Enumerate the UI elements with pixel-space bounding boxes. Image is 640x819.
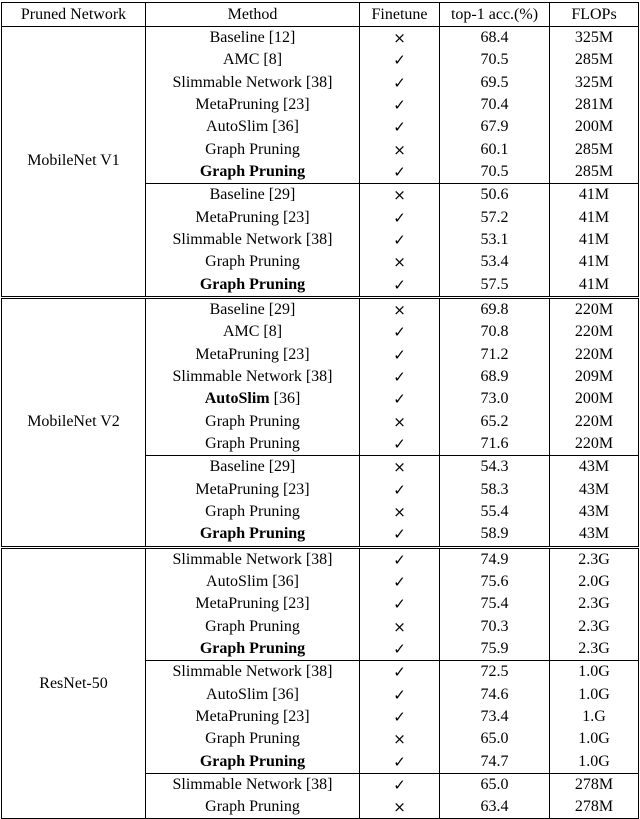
method-cell — [146, 72, 360, 94]
flops-cell: 41M — [550, 251, 639, 273]
method-name: AMC [8] — [222, 51, 283, 69]
method-name: Graph Pruning — [199, 525, 306, 543]
accuracy-cell: 69.5 — [440, 72, 550, 94]
cross-icon: × — [360, 27, 440, 50]
table-row — [2, 297, 639, 321]
method-cell — [146, 139, 360, 161]
method-cell — [146, 321, 360, 343]
flops-cell: 285M — [550, 49, 639, 71]
flops-cell: 278M — [550, 796, 639, 819]
check-icon: ✓ — [360, 207, 440, 229]
check-icon: ✓ — [360, 274, 440, 298]
method-name: Graph Pruning — [199, 275, 306, 293]
accuracy-cell: 68.9 — [440, 366, 550, 388]
method-cell — [146, 751, 360, 774]
flops-cell: 1.0G — [550, 751, 639, 774]
method-cell — [146, 728, 360, 750]
method-name: Baseline [29] — [209, 458, 296, 476]
flops-cell: 325M — [550, 72, 639, 94]
flops-cell: 285M — [550, 139, 639, 161]
method-cell — [146, 184, 360, 207]
flops-cell: 220M — [550, 433, 639, 456]
method-cell — [146, 27, 360, 50]
flops-cell: 43M — [550, 523, 639, 547]
flops-cell: 2.0G — [550, 571, 639, 593]
check-icon: ✓ — [360, 161, 440, 184]
accuracy-cell: 71.2 — [440, 344, 550, 366]
accuracy-cell: 57.2 — [440, 207, 550, 229]
flops-cell: 220M — [550, 297, 639, 321]
flops-cell: 285M — [550, 161, 639, 184]
method-cell — [146, 638, 360, 661]
accuracy-cell: 65.2 — [440, 411, 550, 433]
method-cell — [146, 593, 360, 615]
method-cell — [146, 207, 360, 229]
header-finetune: Finetune — [360, 3, 440, 27]
check-icon: ✓ — [360, 388, 440, 410]
cross-icon: × — [360, 297, 440, 321]
header-flops: FLOPs — [550, 3, 639, 27]
method-name: MetaPruning [23] — [195, 595, 310, 613]
method-name: Graph Pruning — [199, 752, 306, 770]
accuracy-cell: 70.4 — [440, 94, 550, 116]
check-icon: ✓ — [360, 751, 440, 774]
accuracy-cell: 67.9 — [440, 116, 550, 138]
accuracy-cell: 63.4 — [440, 796, 550, 819]
flops-cell: 200M — [550, 388, 639, 410]
method-name: Graph Pruning — [205, 617, 300, 635]
header-method: Method — [146, 3, 360, 27]
method-cell — [146, 773, 360, 796]
method-name: Slimmable Network [38] — [172, 663, 333, 681]
method-cell — [146, 501, 360, 523]
flops-cell: 2.3G — [550, 547, 639, 571]
accuracy-cell: 53.4 — [440, 251, 550, 273]
flops-cell: 43M — [550, 456, 639, 479]
cross-icon: × — [360, 796, 440, 819]
check-icon: ✓ — [360, 479, 440, 501]
accuracy-cell: 65.0 — [440, 728, 550, 750]
accuracy-cell: 57.5 — [440, 274, 550, 298]
accuracy-cell: 74.6 — [440, 684, 550, 706]
method-cell — [146, 274, 360, 298]
accuracy-cell: 58.3 — [440, 479, 550, 501]
method-name: Graph Pruning — [205, 435, 300, 453]
method-name: MetaPruning [23] — [195, 480, 310, 498]
cross-icon: × — [360, 251, 440, 273]
method-name: Slimmable Network [38] — [172, 73, 333, 91]
flops-cell: 1.G — [550, 706, 639, 728]
accuracy-cell: 65.0 — [440, 773, 550, 796]
accuracy-cell: 74.9 — [440, 547, 550, 571]
method-name: Slimmable Network [38] — [172, 550, 333, 568]
flops-cell: 41M — [550, 229, 639, 251]
method-name: Graph Pruning — [205, 503, 300, 521]
flops-cell: 41M — [550, 207, 639, 229]
accuracy-cell: 75.9 — [440, 638, 550, 661]
flops-cell: 41M — [550, 274, 639, 298]
accuracy-cell: 54.3 — [440, 456, 550, 479]
cross-icon: × — [360, 139, 440, 161]
cross-icon: × — [360, 456, 440, 479]
method-cell — [146, 49, 360, 71]
flops-cell: 1.0G — [550, 684, 639, 706]
method-name: Graph Pruning — [205, 253, 300, 271]
method-name: AMC [8] — [222, 323, 283, 341]
accuracy-cell: 75.4 — [440, 593, 550, 615]
method-cell — [146, 684, 360, 706]
accuracy-cell: 58.9 — [440, 523, 550, 547]
flops-cell: 41M — [550, 184, 639, 207]
accuracy-cell: 53.1 — [440, 229, 550, 251]
results-table — [1, 2, 639, 819]
accuracy-cell: 70.5 — [440, 161, 550, 184]
method-cell — [146, 116, 360, 138]
method-cell — [146, 706, 360, 728]
pruned-network-cell: MobileNet V1 — [2, 27, 146, 298]
flops-cell: 2.3G — [550, 616, 639, 638]
cross-icon: × — [360, 184, 440, 207]
method-cell — [146, 547, 360, 571]
method-name: AutoSlim — [204, 390, 270, 408]
table-row — [2, 27, 639, 50]
check-icon: ✓ — [360, 366, 440, 388]
method-cell — [146, 366, 360, 388]
header-row — [2, 3, 639, 27]
pruned-network-cell: ResNet-50 — [2, 547, 146, 819]
method-cell — [146, 479, 360, 501]
table-row — [2, 547, 639, 571]
flops-cell: 281M — [550, 94, 639, 116]
check-icon: ✓ — [360, 571, 440, 593]
method-name: AutoSlim [36] — [206, 573, 299, 591]
flops-cell: 43M — [550, 501, 639, 523]
accuracy-cell: 70.3 — [440, 616, 550, 638]
check-icon: ✓ — [360, 706, 440, 728]
method-cell — [146, 456, 360, 479]
method-name: MetaPruning [23] — [195, 96, 310, 114]
method-name: Baseline [29] — [209, 186, 296, 204]
accuracy-cell: 74.7 — [440, 751, 550, 774]
method-cell — [146, 297, 360, 321]
accuracy-cell: 50.6 — [440, 184, 550, 207]
flops-cell: 1.0G — [550, 728, 639, 750]
method-name: Baseline [29] — [209, 301, 296, 319]
flops-cell: 278M — [550, 773, 639, 796]
check-icon: ✓ — [360, 344, 440, 366]
flops-cell: 325M — [550, 27, 639, 50]
check-icon: ✓ — [360, 49, 440, 71]
method-name: Slimmable Network [38] — [172, 231, 333, 249]
flops-cell: 220M — [550, 344, 639, 366]
accuracy-cell: 71.6 — [440, 433, 550, 456]
accuracy-cell: 55.4 — [440, 501, 550, 523]
method-cell — [146, 344, 360, 366]
method-cell — [146, 523, 360, 547]
accuracy-cell: 70.8 — [440, 321, 550, 343]
accuracy-cell: 72.5 — [440, 661, 550, 684]
flops-cell: 1.0G — [550, 661, 639, 684]
method-name: Slimmable Network [38] — [172, 368, 333, 386]
method-name: Graph Pruning — [199, 163, 306, 181]
flops-cell: 2.3G — [550, 593, 639, 615]
method-name: Slimmable Network [38] — [172, 775, 333, 793]
method-name: Graph Pruning — [205, 798, 300, 816]
flops-cell: 220M — [550, 321, 639, 343]
method-cell — [146, 388, 360, 410]
check-icon: ✓ — [360, 116, 440, 138]
check-icon: ✓ — [360, 684, 440, 706]
method-cell — [146, 251, 360, 273]
flops-cell: 200M — [550, 116, 639, 138]
check-icon: ✓ — [360, 433, 440, 456]
accuracy-cell: 75.6 — [440, 571, 550, 593]
check-icon: ✓ — [360, 773, 440, 796]
table-body — [2, 27, 639, 819]
method-citation: [36] — [269, 390, 301, 408]
method-cell — [146, 616, 360, 638]
method-name: Graph Pruning — [205, 730, 300, 748]
method-cell — [146, 571, 360, 593]
method-name: Graph Pruning — [205, 412, 300, 430]
method-name: AutoSlim [36] — [206, 118, 299, 136]
flops-cell: 209M — [550, 366, 639, 388]
header-pruned-network: Pruned Network — [2, 3, 146, 27]
flops-cell: 220M — [550, 411, 639, 433]
method-cell — [146, 411, 360, 433]
accuracy-cell: 60.1 — [440, 139, 550, 161]
method-cell — [146, 94, 360, 116]
accuracy-cell: 68.4 — [440, 27, 550, 50]
check-icon: ✓ — [360, 229, 440, 251]
method-name: Graph Pruning — [205, 140, 300, 158]
method-cell — [146, 661, 360, 684]
method-name: MetaPruning [23] — [195, 345, 310, 363]
flops-cell: 2.3G — [550, 638, 639, 661]
pruned-network-cell: MobileNet V2 — [2, 297, 146, 547]
check-icon: ✓ — [360, 547, 440, 571]
check-icon: ✓ — [360, 593, 440, 615]
method-name: MetaPruning [23] — [195, 208, 310, 226]
check-icon: ✓ — [360, 72, 440, 94]
header-top1-acc: top-1 acc.(%) — [440, 3, 550, 27]
check-icon: ✓ — [360, 94, 440, 116]
check-icon: ✓ — [360, 321, 440, 343]
accuracy-cell: 73.4 — [440, 706, 550, 728]
check-icon: ✓ — [360, 523, 440, 547]
method-cell — [146, 433, 360, 456]
accuracy-cell: 69.8 — [440, 297, 550, 321]
accuracy-cell: 73.0 — [440, 388, 550, 410]
accuracy-cell: 70.5 — [440, 49, 550, 71]
method-name: MetaPruning [23] — [195, 708, 310, 725]
check-icon: ✓ — [360, 661, 440, 684]
method-name: Baseline [12] — [209, 29, 296, 47]
flops-cell: 43M — [550, 479, 639, 501]
cross-icon: × — [360, 411, 440, 433]
method-cell — [146, 229, 360, 251]
method-name: AutoSlim [36] — [206, 685, 299, 703]
cross-icon: × — [360, 728, 440, 750]
cross-icon: × — [360, 616, 440, 638]
cross-icon: × — [360, 501, 440, 523]
check-icon: ✓ — [360, 638, 440, 661]
method-name: Graph Pruning — [199, 640, 306, 658]
method-cell — [146, 161, 360, 184]
